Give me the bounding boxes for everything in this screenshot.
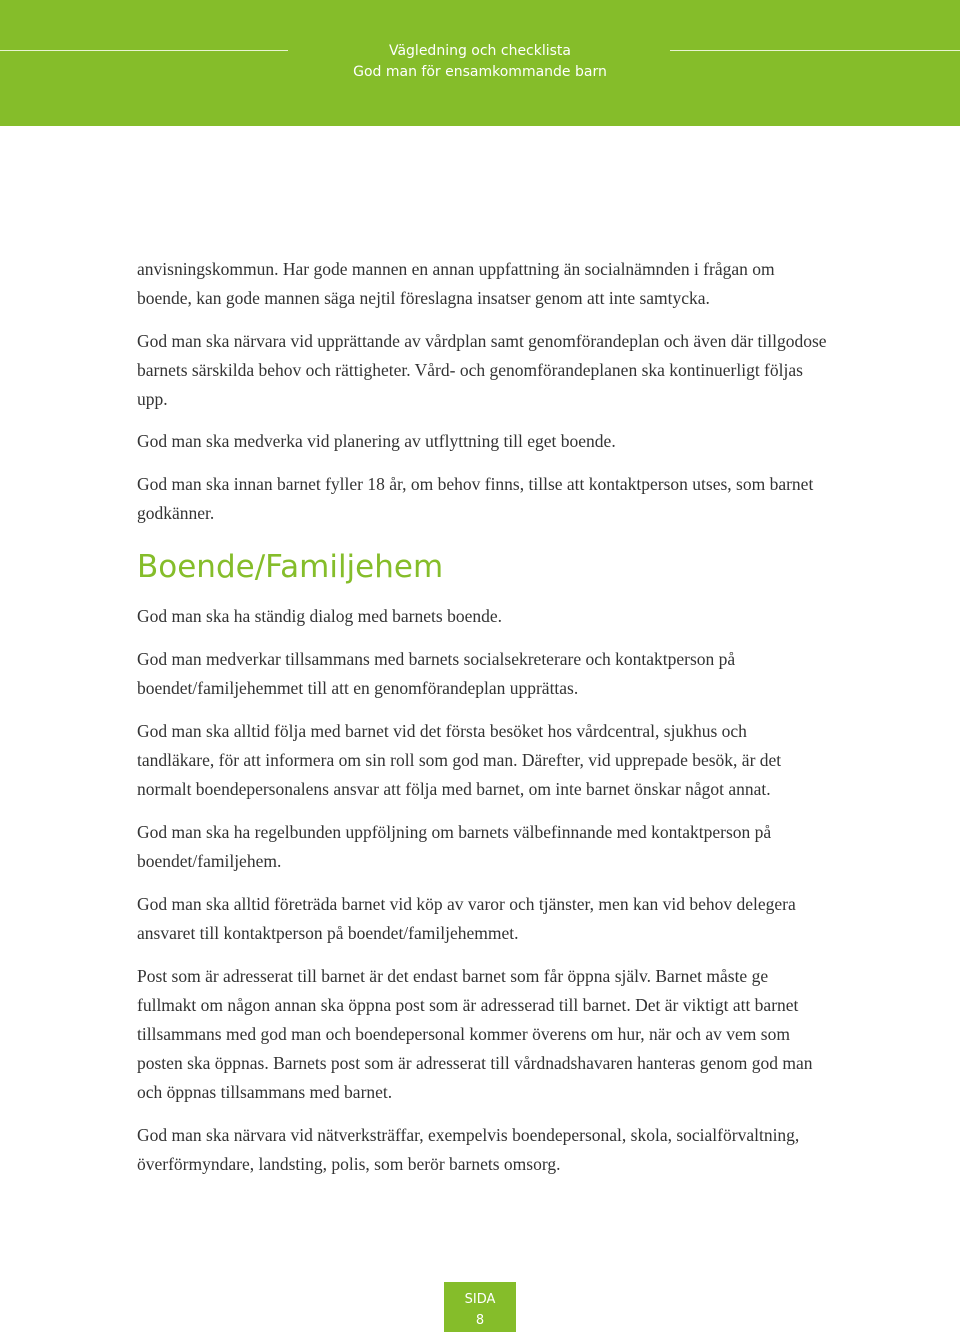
page-content: [137, 255, 827, 1179]
paragraph: God man ska innan barnet fyller 18 år, om behov finns, tillse att kontaktperson utses, som barnet godkänner.: [137, 474, 814, 523]
page-label: SIDA: [464, 1292, 496, 1307]
paragraph: God man ska medverka vid planering av utflyttning till eget boende.: [137, 431, 616, 451]
paragraph: Post som är adresserat till barnet är det endast barnet som får öppna själv. Barnet måste ge fullmakt om någon annan ska öppna post som är adresserad till barnet. Det är viktigt att barnet tillsammans med god man och boendepersonal kommer överens om hur, när och av vem som posten ska öppnas. Barnets post som är adresserat till vårdnadshavaren hanteras genom god man och öppnas tillsammans med barnet.: [137, 966, 813, 1102]
paragraph: anvisningskommun. Har gode mannen en annan uppfattning än socialnämnden i frågan om boende, kan gode mannen säga nejtil föreslagna insatser genom att inte samtycka.: [137, 259, 775, 308]
section-title: Boende/Familjehem: [137, 549, 444, 585]
page-number-box: [444, 1282, 516, 1332]
header-title: Vägledning och checklista: [388, 43, 572, 59]
paragraph: God man ska ha regelbunden uppföljning om barnets välbefinnande med kontaktperson på boendet/familjehem.: [137, 822, 772, 871]
paragraph: God man ska alltid företräda barnet vid köp av varor och tjänster, men kan vid behov delegera ansvaret till kontaktperson på boendet/familjehemmet.: [137, 894, 796, 943]
paragraph: God man ska närvara vid upprättande av vårdplan samt genomförandeplan och även där tillgodose barnets särskilda behov och rättigheter. Vård- och genomförandeplanen ska kontinuerligt följas upp.: [137, 331, 827, 409]
page-number: 8: [475, 1313, 485, 1328]
page-header: [0, 0, 960, 126]
paragraph: God man ska närvara vid nätverksträffar, exempelvis boendepersonal, skola, socialförvaltning, överförmyndare, landsting, polis, som berör barnets omsorg.: [137, 1125, 800, 1174]
paragraph: God man ska ha ständig dialog med barnets boende.: [137, 606, 502, 626]
paragraph: God man medverkar tillsammans med barnets socialsekreterare och kontaktperson på boendet/familjehemmet till att en genomförandeplan upprättas.: [137, 649, 736, 698]
header-subtitle: God man för ensamkommande barn: [353, 64, 607, 80]
paragraph: God man ska alltid följa med barnet vid det första besöket hos vårdcentral, sjukhus och tandläkare, för att informera om sin roll som god man. Därefter, vid upprepade besök, är det normalt boendepersonalens ansvar att följa med barnet, om inte barnet önskar något annat.: [137, 721, 782, 799]
